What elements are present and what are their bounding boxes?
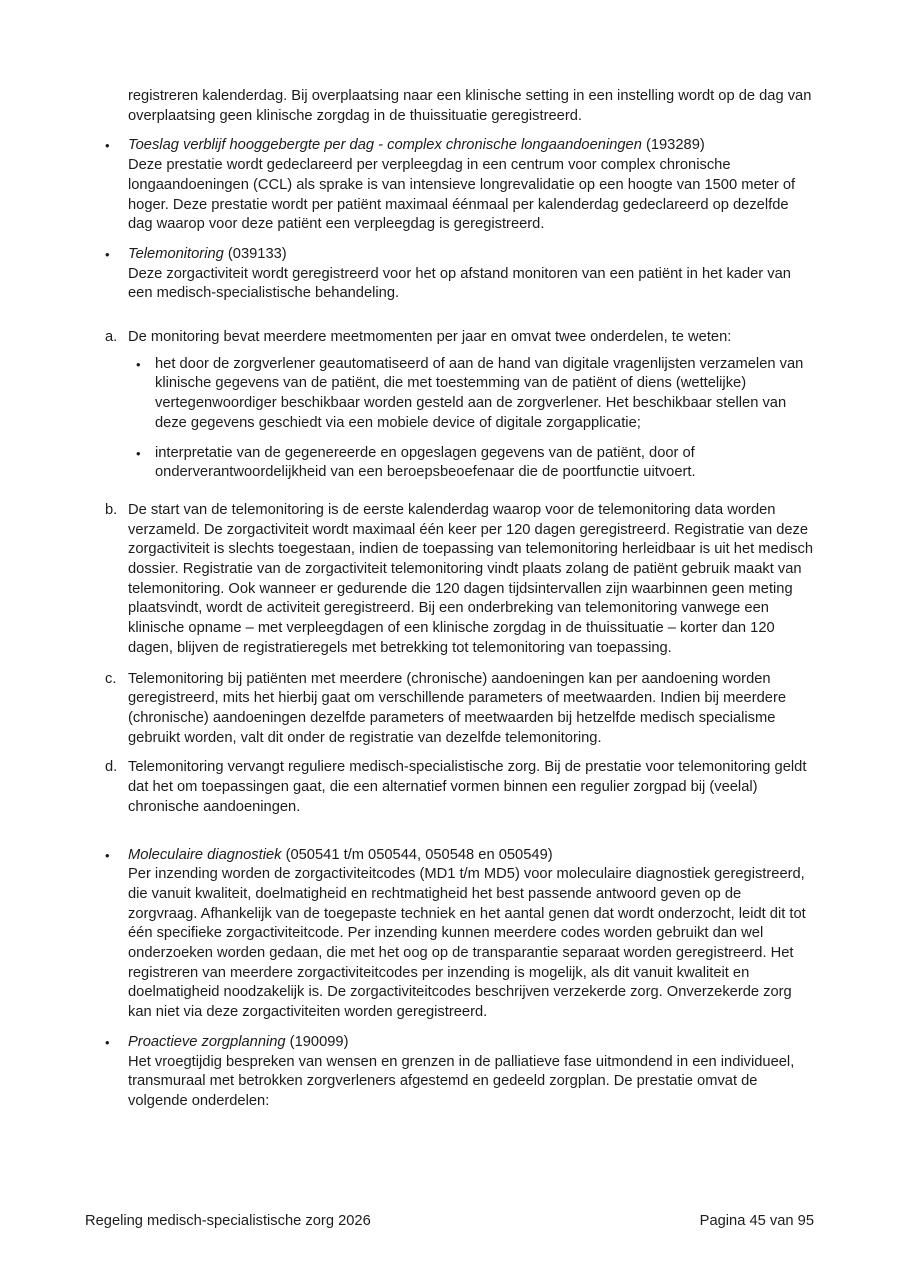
footer-document-title: Regeling medisch-specialistische zorg 2026 — [85, 1213, 371, 1229]
sub-bullet-item — [128, 355, 814, 434]
letter-label: c. — [105, 670, 117, 687]
bullet-item-toeslag-hooggebergte — [100, 136, 814, 235]
bullet-title: Proactieve zorgplanning — [128, 1033, 286, 1050]
bullet-code: (039133) — [223, 245, 287, 262]
letter-label: b. — [105, 501, 118, 518]
bullet-body-text: Deze zorgactiviteit wordt geregistreerd voor het op afstand monitoren van een patiënt in het kader van een medisch-specialistische behandeling. — [128, 265, 791, 302]
intro-paragraph: registreren kalenderdag. Bij overplaatsing naar een klinische setting in een instelling wordt op de dag van overplaatsing geen klinische zorgdag in de thuissituatie geregistreerd. — [128, 88, 812, 124]
lettered-item-text: De start van de telemonitoring is de eerste kalenderdag waarop voor de telemonitoring data worden verzameld. De zorgactiviteit wordt maximaal één keer per 120 dagen geregistreerd. Registratie van deze zorgactiviteit is slechts toegestaan, indien de toepassing van telemonitoring herleidbaar is uit het medisch dossier. Registratie van de zorgactiviteit telemonitoring vindt plaats zolang de patiënt gebruik maakt van telemonitoring. Ook wanneer er gedurende die 120 dagen tijdsintervallen zijn waarbinnen geen meting plaatsvindt, wordt de activiteit geregistreerd. Bij een onderbreking van telemonitoring vanwege een klinische opname – met verpleegdagen of een klinische zorgdag in de thuissituatie – korter dan 120 dagen, blijven de registratieregels met betrekking tot telemonitoring van toepassing. — [128, 501, 813, 656]
bullet-title: Telemonitoring — [128, 245, 224, 262]
bullet-icon: • — [136, 356, 141, 372]
bullet-code: (050541 t/m 050544, 050548 en 050549) — [281, 846, 553, 863]
lettered-item-d — [100, 758, 814, 817]
sub-bullet-item — [128, 444, 814, 483]
bullet-body-text: Deze prestatie wordt gedeclareerd per verpleegdag in een centrum voor complex chronische longaandoeningen (CCL) als sprake is van intensieve longrevalidatie op een hoogte van 1500 meter of hoger. Deze prestatie wordt per patiënt maximaal éénmaal per kalenderdag gedeclareerd op dezelfde dag waarop voor deze patiënt een verpleegdag is geregistreerd. — [128, 157, 796, 233]
bullet-icon: • — [105, 138, 110, 154]
bullet-icon: • — [105, 847, 110, 863]
bullet-icon: • — [105, 246, 110, 262]
letter-label: d. — [105, 759, 118, 776]
bullet-item-telemonitoring — [100, 245, 814, 304]
sub-bullet-text: interpretatie van de gegenereerde en opgeslagen gegevens van de patiënt, door of onderverantwoordelijkheid van een beroepsbeoefenaar die de poortfunctie uitvoert. — [155, 444, 696, 481]
bullet-body-text: Het vroegtijdig bespreken van wensen en grenzen in de palliatieve fase uitmondend in een individueel, transmuraal met betrokken zorgverleners afgestemd en gedeeld zorgplan. De prestatie omvat de volgende onderdelen: — [128, 1053, 795, 1109]
bullet-item-proactieve-zorgplanning — [100, 1033, 814, 1112]
lettered-item-text: Telemonitoring vervangt reguliere medisch-specialistische zorg. Bij de prestatie voor telemonitoring geldt dat het om toepassingen gaat, die een alternatief vormen binnen een regulier zorgpad bij (veelal) chronische aandoeningen. — [128, 759, 807, 815]
letter-label: a. — [105, 329, 118, 346]
bullet-code: (193289) — [641, 137, 705, 154]
bullet-icon: • — [136, 445, 141, 461]
sub-bullet-text: het door de zorgverlener geautomatiseerd of aan de hand van digitale vragenlijsten verzamelen van klinische gegevens van de patiënt, die met toestemming van de patiënt of diens (wettelijke) vertegenwoordiger beschikbaar worden gesteld aan de zorgverlener. Het beschikbaar stellen van deze gegevens geschiedt via een mobiele device of digitale zorgapplicatie; — [155, 355, 804, 431]
lettered-item-c — [100, 670, 814, 749]
lettered-item-text: Telemonitoring bij patiënten met meerdere (chronische) aandoeningen kan per aandoening worden geregistreerd, mits het hierbij gaat om verschillende parameters of meetwaarden. Indien bij meerdere (chronische) aandoeningen dezelfde parameters of meetwaarden bij hetzelfde medisch specialisme gebruikt worden, valt dit onder de registratie van dezelfde telemonitoring. — [128, 670, 787, 746]
footer-page-number: Pagina 45 van 95 — [699, 1213, 814, 1229]
bullet-code: (190099) — [285, 1033, 349, 1050]
bullet-title: Moleculaire diagnostiek — [128, 846, 282, 863]
bullet-title: Toeslag verblijf hooggebergte per dag - complex chronische longaandoeningen — [128, 137, 642, 154]
lettered-item-b — [100, 501, 814, 659]
lettered-item-text: De monitoring bevat meerdere meetmomenten per jaar en omvat twee onderdelen, te weten: — [128, 329, 732, 346]
bullet-body-text: Per inzending worden de zorgactiviteitcodes (MD1 t/m MD5) voor moleculaire diagnostiek geregistreerd, die vanuit kwaliteit, doelmatigheid en rechtmatigheid het best passende antwoord geven op de zorgvraag. Afhankelijk van de toegepaste techniek en het aantal genen dat wordt onderzocht, leidt dit tot één specifieke zorgactiviteitcode. Per inzending kunnen meerdere codes worden gebruikt dan wel onderzoeken worden gedaan, die met het oog op de transparantie separaat worden geregistreerd. Het registreren van meerdere zorgactiviteitcodes per inzending is mogelijk, als dit vanuit kwaliteit en doelmatigheid noodzakelijk is. De zorgactiviteitcodes beschrijven verzekerde zorg. Onverzekerde zorg kan niet via deze zorgactiviteiten worden geregistreerd. — [128, 866, 806, 1021]
page-content — [100, 87, 814, 1112]
lettered-item-a — [100, 328, 814, 483]
bullet-item-moleculaire-diagnostiek — [100, 846, 814, 1023]
bullet-icon: • — [105, 1034, 110, 1050]
